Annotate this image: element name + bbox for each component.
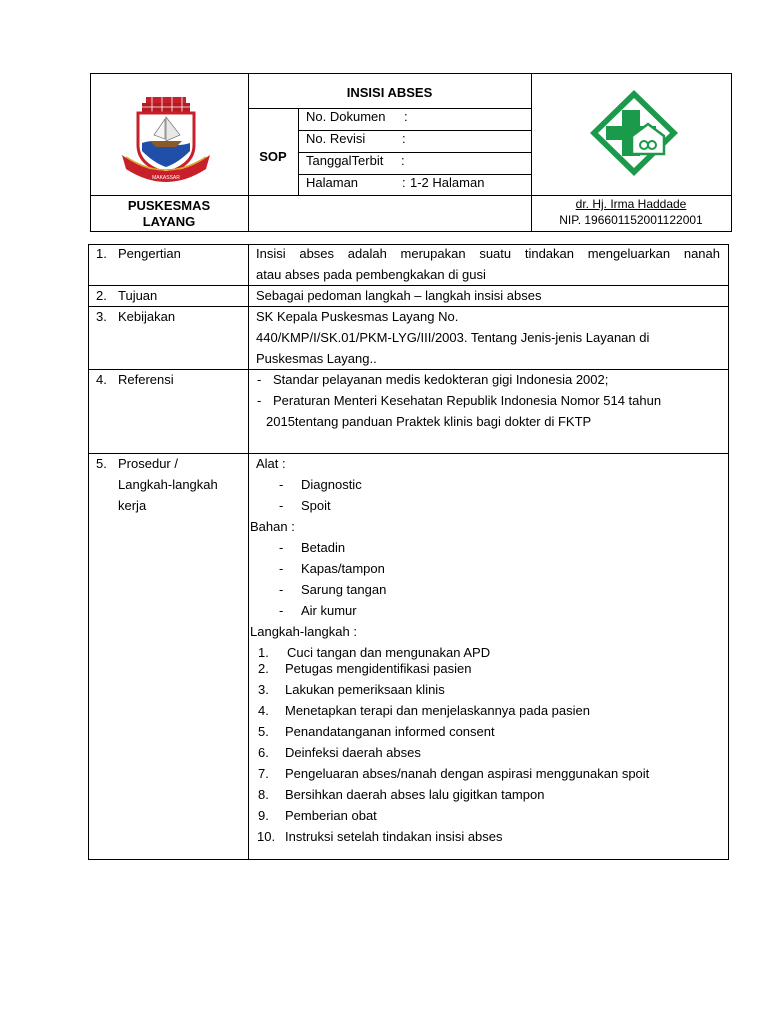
langkah-item: Instruksi setelah tindakan insisi abses — [285, 829, 503, 844]
alat-item: Spoit — [301, 498, 331, 513]
bahan-item: Betadin — [301, 540, 346, 555]
bullet-dash: - — [257, 393, 262, 408]
bahan-item: Air kumur — [301, 603, 357, 618]
row-number: 1. — [96, 246, 107, 261]
langkah-heading: Langkah-langkah : — [250, 624, 357, 639]
row-number: 4. — [96, 372, 107, 387]
org-name-line2: LAYANG — [142, 214, 196, 229]
document-title: INSISI ABSES — [346, 85, 433, 100]
langkah-item: Deinfeksi daerah abses — [285, 745, 421, 760]
signatory-name: dr. Hj. Irma Haddade — [575, 197, 687, 211]
kebijakan-text-line1: SK Kepala Puskesmas Layang No. — [256, 309, 459, 324]
field-halaman-value: 1-2 Halaman — [410, 175, 485, 190]
emblem-ribbon-text: MAKASSAR — [152, 175, 180, 181]
row-label-line3: kerja — [118, 498, 147, 513]
bahan-heading: Bahan : — [250, 519, 295, 534]
field-halaman-sep: : — [402, 175, 406, 190]
field-no-dokumen-sep: : — [404, 109, 408, 124]
langkah-number: 1. — [258, 645, 269, 660]
langkah-item: Pengeluaran abses/nanah dengan aspirasi menggunakan spoit — [285, 766, 650, 781]
langkah-number: 7. — [258, 766, 269, 781]
row-label-line2: Langkah-langkah — [118, 477, 218, 492]
langkah-number: 10. — [257, 829, 276, 844]
kebijakan-text-line2: 440/KMP/I/SK.01/PKM-LYG/III/2003. Tentang Jenis-jenis Layanan di — [256, 330, 650, 345]
row-label: Pengertian — [118, 246, 181, 261]
referensi-item-2-line1: Peraturan Menteri Kesehatan Republik Indonesia Nomor 514 tahun — [273, 393, 662, 408]
langkah-item: Lakukan pemeriksaan klinis — [285, 682, 445, 697]
field-halaman-label: Halaman — [306, 175, 359, 190]
langkah-number: 6. — [258, 745, 269, 760]
row-label-line1: Prosedur / — [118, 456, 178, 471]
field-tanggal-terbit-sep: : — [401, 153, 405, 168]
langkah-number: 3. — [258, 682, 269, 697]
row-number: 3. — [96, 309, 107, 324]
bahan-item: Sarung tangan — [301, 582, 387, 597]
langkah-item: Petugas mengidentifikasi pasien — [285, 661, 472, 676]
langkah-item: Bersihkan daerah abses lalu gigitkan tampon — [285, 787, 545, 802]
row-label: Kebijakan — [118, 309, 176, 324]
alat-heading: Alat : — [256, 456, 286, 471]
bullet-dash: - — [279, 561, 284, 576]
row-label: Tujuan — [118, 288, 158, 303]
langkah-number: 9. — [258, 808, 269, 823]
langkah-item: Cuci tangan dan mengunakan APD — [287, 645, 491, 660]
referensi-item-1: Standar pelayanan medis kedokteran gigi Indonesia 2002; — [273, 372, 609, 387]
row-number: 5. — [96, 456, 107, 471]
bullet-dash: - — [279, 477, 284, 492]
pengertian-text-line2: atau abses pada pembengkakan di gusi — [256, 267, 486, 282]
row-label: Referensi — [118, 372, 174, 387]
langkah-item: Penandatanganan informed consent — [285, 724, 495, 739]
row-number: 2. — [96, 288, 107, 303]
bullet-dash: - — [279, 540, 284, 555]
org-name-line1: PUSKESMAS — [127, 198, 211, 213]
bullet-dash: - — [279, 582, 284, 597]
sop-label: SOP — [259, 149, 287, 164]
field-no-revisi-sep: : — [402, 131, 406, 146]
bullet-dash: - — [279, 603, 284, 618]
referensi-item-2-line2: 2015tentang panduan Praktek klinis bagi dokter di FKTP — [266, 414, 592, 429]
langkah-item: Menetapkan terapi dan menjelaskannya pada pasien — [285, 703, 590, 718]
kebijakan-text-line3: Puskesmas Layang.. — [256, 351, 377, 366]
puskesmas-logo — [586, 88, 682, 178]
field-no-revisi-label: No. Revisi — [306, 131, 366, 146]
langkah-number: 4. — [258, 703, 269, 718]
field-no-dokumen-label: No. Dokumen — [306, 109, 386, 124]
langkah-number: 2. — [258, 661, 269, 676]
tujuan-text: Sebagai pedoman langkah – langkah insisi abses — [256, 288, 542, 303]
langkah-number: 5. — [258, 724, 269, 739]
langkah-number: 8. — [258, 787, 269, 802]
city-emblem-logo — [118, 95, 214, 185]
signatory-nip: NIP. 196601152001122001 — [559, 213, 703, 227]
alat-item: Diagnostic — [301, 477, 362, 492]
pengertian-text-line1: Insisi abses adalah merupakan suatu tindakan mengeluarkan nanah — [256, 246, 720, 261]
langkah-item: Pemberian obat — [285, 808, 377, 823]
bullet-dash: - — [257, 372, 262, 387]
field-tanggal-terbit-label: TanggalTerbit — [306, 153, 384, 168]
bahan-item: Kapas/tampon — [301, 561, 385, 576]
bullet-dash: - — [279, 498, 284, 513]
